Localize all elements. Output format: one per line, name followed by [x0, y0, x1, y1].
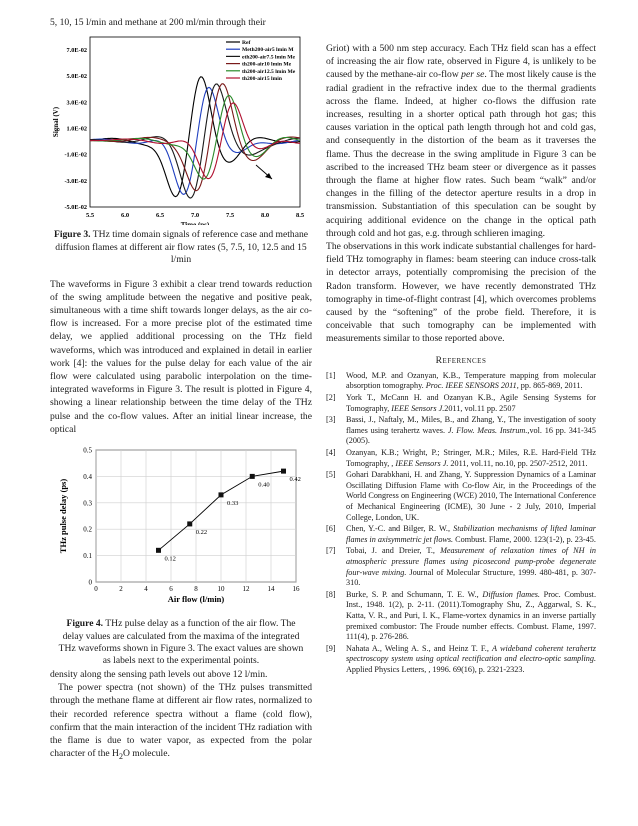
fig3-y-tick-label: 3.0E-02 — [66, 99, 87, 107]
right-paragraph-2: The observations in this work indicate substantial challenges for hard-field THz tomography in flames: beam steering can induce cross-talk in detector arrays, potentially compromising the precision of the Radon transform. However, we have recently demonstrated THz tomography in time-of-flight contrast [4], which overcomes problems caused by the “softening” of the probe field. Therefore, it is conceivable that such tomography can be implemented with measurements similar to those reported above. — [326, 241, 596, 345]
reference-tail: , pp. 865-869, 2011. — [516, 381, 583, 391]
fig3-y-tick-label: -1.0E-02 — [64, 151, 87, 159]
reference-item — [326, 415, 596, 447]
reference-number: [3] — [326, 415, 336, 425]
reference-italic: IEEE Sensors J. — [391, 403, 445, 413]
fig4-y-tick-label: 0.5 — [83, 446, 92, 455]
fig3-y-tick-label: -3.0E-02 — [64, 178, 87, 186]
references-list — [326, 371, 596, 676]
reference-text — [346, 470, 596, 523]
fig4-x-tick-label: 4 — [144, 585, 148, 594]
right-paragraph-1-tail: . The most likely cause is the radial gradient in the refractive index due to the thermal gradients across the flame. Indeed, at higher co-flows the diffusion rate increases, resulting in a shorter optical path through hot gas; this causes variation in the optical path length through hot and cold gas, and consequently in the distortion of the beam as it traverses the flame. Thus the decrease in the swing amplitude in Figure 3 can be ascribed to the increased THz beam steer or divergence as it passes through the flame at higher flow rates. Such beam “walk” and/or changes in the filling of the detector aperture results in a drop in transmission. Substantiation of this speculation can be sought by acquiring additional evidence on the change in the optical path through cold and hot gas, e.g. through schlieren imaging. — [326, 69, 596, 239]
reference-text — [346, 524, 596, 545]
reference-tail: 2011, vol.11 pp. 2507 — [444, 403, 516, 413]
right-paragraph-1-text: Griot) with a 500 nm step accuracy. Each THz field scan has a effect of increasing the air flow rate, observed in Figure 4, is unlikely to be caused by the methane-air co-flow — [326, 43, 596, 81]
fig3-legend-label: th200-air15 lmin — [242, 76, 282, 83]
reference-item — [326, 470, 596, 523]
reference-body: Wood, M.P. and Ozanyan, K.B., Temperature mapping from molecular absorption tomography. — [346, 370, 596, 391]
reference-tail: Proc. Combust. Inst., 1948. 1(2), p. 2-11. (2011).Tomography Shu, Z., Aggarwal, S. K., Katta, V. R., and Puri, I. K., Flame-vortex dynamics in an inverse partially premixed combustor: The Froude number effects. Combust. Flame, 1997. 111(4), p. 276-286. — [346, 589, 596, 642]
figure-3 — [50, 29, 312, 229]
fig4-y-tick-label: 0 — [88, 578, 92, 587]
reference-number: [9] — [326, 643, 336, 653]
reference-italic: Proc. IEEE SENSORS 2011 — [425, 381, 517, 391]
paragraph-top: 5, 10, 15 l/min and methane at 200 ml/min through their — [50, 17, 266, 28]
fig4-x-axis-label: Air flow (l/min) — [167, 594, 225, 605]
fig3-x-tick-label: 6.5 — [155, 212, 165, 220]
fig4-data-label: 0.40 — [258, 481, 270, 489]
reference-number: [6] — [326, 524, 336, 534]
fig3-x-axis-label: Time (ps) — [180, 221, 210, 226]
figure-3-caption — [50, 229, 312, 266]
reference-number: [8] — [326, 589, 336, 599]
reference-body: Gohari Darabkhani, H. and Zhang, Y. Suppression Dynamics of a Laminar Oscillating Diffusion Flame with Co-flow Air, in the Proceedings of the World Congress on Engineering (WCE) 2010, The International Conference of Mechanical Engineering (ICME), 30 June - 2 July, 2010, Imperial College, London, UK. — [346, 470, 596, 522]
fig4-data-point — [187, 521, 192, 526]
fig4-data-label: 0.42 — [289, 476, 301, 484]
figure-4 — [50, 444, 312, 608]
reference-italic: J. Flow. Meas. Instrum. — [447, 425, 528, 435]
fig4-data-point — [219, 492, 224, 497]
fig3-y-tick-label: 5.0E-02 — [66, 73, 87, 81]
reference-tail: ,vol. 16 pp. 341-345 (2005). — [346, 425, 596, 446]
reference-number: [5] — [326, 470, 336, 480]
reference-item — [326, 590, 596, 643]
figure-3-caption-text: THz time domain signals of reference case and methane diffusion flames at different air flow rates (5, 7.5, 10, 12.5 and 15 l/min — [55, 229, 309, 266]
reference-item — [326, 546, 596, 588]
fig3-legend-label: Meth200-air5 lmin M — [242, 47, 294, 54]
fig4-chart — [50, 444, 312, 604]
reference-body: York T., McCann H. and Ozanyan K.B., Agile Sensing Systems for Tomography, — [346, 393, 596, 413]
fig3-y-tick-label: 7.0E-02 — [66, 47, 87, 55]
fig3-legend-label: eth200-air7.5 lmin Me — [242, 54, 295, 61]
paragraph-3-text: The power spectra (not shown) of the THz pulses transmitted through the methane flame at different air flow rates, normalized to their recorded reference spectra without a flame (cold flow), confirm that the main interaction of the incident THz radiation with the flame is due to water vapor, as expected from the polar character of the H — [50, 682, 312, 760]
fig3-y-tick-label: -5.0E-02 — [64, 204, 87, 212]
fig3-x-tick-label: 7.0 — [190, 212, 200, 220]
fig3-legend-label: Ref — [242, 40, 251, 47]
fig4-x-tick-label: 6 — [169, 585, 173, 594]
reference-item — [326, 448, 596, 469]
fig4-y-tick-label: 0.4 — [83, 472, 92, 481]
reference-text — [346, 546, 596, 588]
fig4-x-tick-label: 14 — [267, 585, 275, 594]
fig4-data-label: 0.33 — [227, 499, 239, 507]
reference-italic: IEEE Sensors J. — [395, 458, 449, 468]
fig3-x-tick-label: 8.5 — [295, 212, 305, 220]
fig4-x-tick-label: 8 — [194, 585, 198, 594]
reference-number: [7] — [326, 546, 336, 556]
fig4-data-label: 0.22 — [195, 528, 208, 536]
fig3-x-tick-label: 8.0 — [260, 212, 270, 220]
reference-item — [326, 371, 596, 392]
fig4-data-point — [250, 474, 255, 479]
reference-text — [346, 448, 596, 469]
fig4-x-tick-label: 2 — [119, 585, 123, 594]
reference-item — [326, 393, 596, 414]
reference-body: Bassi, J., Naftaly, M., Miles, B., and Zhang, Y., The investigation of sooty flames using terahertz waves. — [346, 415, 596, 435]
fig4-data-point — [156, 548, 161, 553]
figure-4-label: Figure 4. — [66, 618, 104, 630]
reference-tail: Combust. Flame, 2000. 123(1-2), p. 23-45. — [453, 534, 596, 544]
paragraph-3-tail: O molecule. — [122, 748, 170, 760]
fig3-y-axis-label: Signal (V) — [52, 107, 60, 138]
reference-text — [346, 644, 596, 676]
references-heading: References — [435, 354, 487, 366]
paragraph-2: density along the sensing path levels out above 12 l/min. — [50, 668, 268, 680]
reference-text — [346, 590, 596, 643]
fig4-x-tick-label: 16 — [292, 585, 300, 594]
fig4-x-tick-label: 12 — [242, 585, 250, 594]
reference-tail: Journal of Molecular Structure, 1999. 480-481, p. 307-310. — [346, 567, 596, 588]
reference-italic: Measurement of relaxation times of NH in atmospheric pressure flames using picosecond pump-probe degenerate four-wave mixing. — [346, 546, 596, 577]
fig3-x-tick-label: 7.5 — [225, 212, 235, 220]
fig3-series-line — [90, 96, 300, 180]
reference-text — [346, 371, 596, 392]
left-column — [50, 16, 312, 763]
fig3-x-tick-label: 6.0 — [120, 212, 130, 220]
fig3-y-tick-label: 1.0E-02 — [66, 125, 87, 133]
fig3-legend-label: th200-air12.5 lmin Me — [242, 69, 296, 76]
reference-body: Chen, Y.-C. and Bilger, R. W., — [346, 524, 454, 534]
paragraph-3 — [50, 681, 312, 763]
reference-body: Nahata A., Weling A. S., and Heinz T. F., — [346, 643, 492, 653]
reference-body: Tobai, J. and Dreier, T., — [346, 546, 441, 556]
right-column — [326, 42, 596, 677]
fig3-x-tick-label: 5.5 — [85, 212, 95, 220]
reference-tail: 2011, vol.11, no.10, pp. 2507-2512, 2011. — [448, 458, 588, 468]
right-paragraph-1-italic: per se — [461, 69, 485, 81]
fig4-x-tick-label: 0 — [94, 585, 98, 594]
figure-4-caption — [50, 618, 312, 668]
paragraph-3-subscript: 2 — [118, 752, 123, 762]
reference-number: [4] — [326, 448, 336, 458]
fig4-y-tick-label: 0.3 — [83, 499, 92, 508]
figure-3-label: Figure 3. — [53, 229, 91, 241]
fig4-y-tick-label: 0.2 — [83, 525, 92, 534]
figure-4-caption-text: THz pulse delay as a function of the air flow. The delay values are calculated from the maxima of the integrated THz waveforms shown in Figure 3. The exact values are shown as labels next to the experimental points. — [58, 618, 304, 667]
fig4-x-tick-label: 10 — [217, 585, 225, 594]
reference-italic: A wideband coherent terahertz spectroscopy system using optical rectification and electro-optic sampling. — [346, 643, 596, 664]
reference-item — [326, 524, 596, 545]
fig4-y-axis-label: THz pulse delay (ps) — [58, 478, 68, 554]
right-paragraph-1 — [326, 42, 596, 240]
reference-number: [1] — [326, 370, 336, 380]
reference-item — [326, 644, 596, 676]
fig4-y-tick-label: 0.1 — [83, 552, 92, 561]
reference-italic: Diffusion flames. — [482, 589, 540, 599]
fig3-legend-label: th200-air10 lmin Me — [242, 61, 292, 68]
fig4-data-point — [281, 469, 286, 474]
fig3-series-line — [90, 77, 300, 197]
reference-italic: Stabilization mechanisms of lifted laminar flames in axisymmetric jet flows. — [346, 524, 596, 544]
fig4-data-label: 0.12 — [164, 555, 176, 563]
reference-body: Ozanyan, K.B.; Wright, P.; Stringer, M.R.; Miles, R.E. Hard-Field THz Tomography, , — [346, 448, 596, 468]
reference-text — [346, 393, 596, 414]
reference-tail: Applied Physics Letters, , 1996. 69(16), p. 2321-2323. — [346, 664, 525, 674]
paragraph-1: The waveforms in Figure 3 exhibit a clear trend towards reduction of the swing amplitude between the negative and positive peak, simultaneous with a time shift towards longer delays, as the air co-flow is increased. For a more precise plot of the estimated time delay, we applied additional processing on the THz field waveforms, which was introduced and explained in detail in earlier work [4]: the values for the pulse delay for each value of the air flow were calculated using parabolic interpolation on the time-integrated waveforms in Figure 3. The result is plotted in Figure 4, showing a linear relationship between the time delay of the THz pulse and the co-flow values. After an initial linear increase, the optical — [50, 278, 312, 435]
reference-text — [346, 415, 596, 447]
reference-body: Burke, S. P. and Schumann, T. E. W., — [346, 589, 483, 599]
fig3-chart — [50, 29, 312, 225]
reference-number: [2] — [326, 393, 336, 403]
